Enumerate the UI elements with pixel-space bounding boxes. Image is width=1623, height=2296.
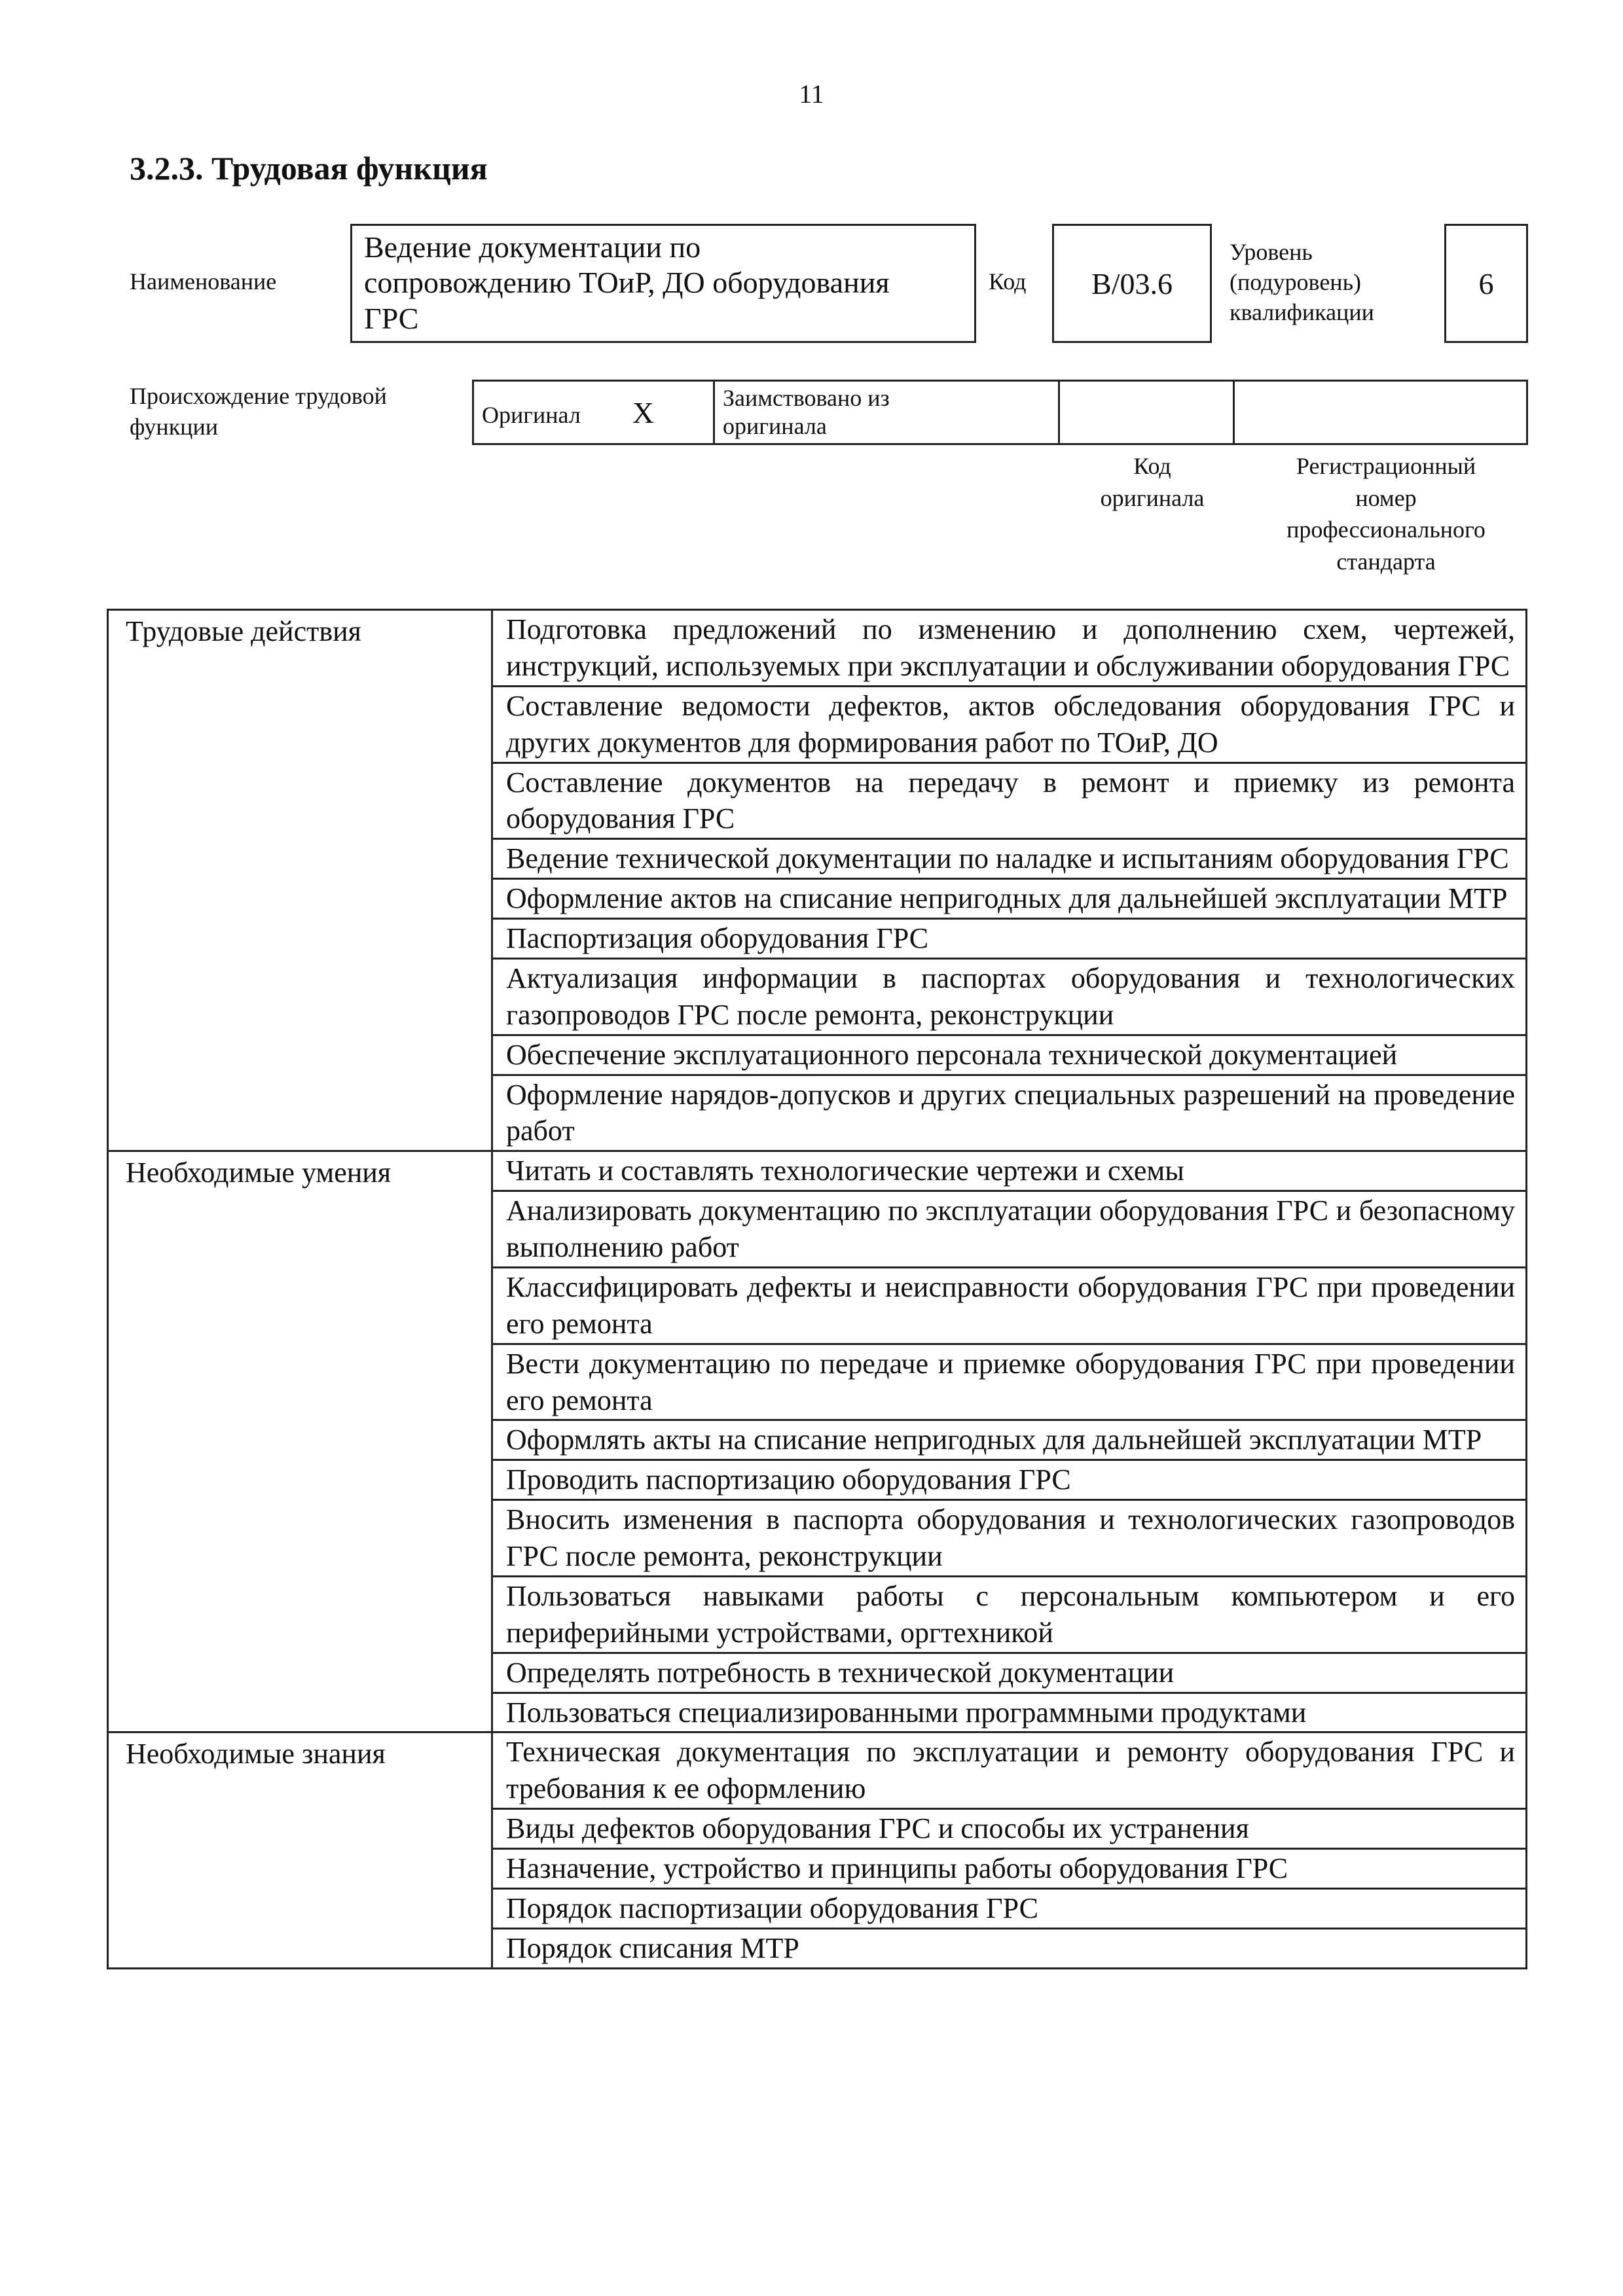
page-number: 11 (799, 79, 824, 109)
table-row (108, 610, 1527, 687)
skill-item: Оформлять акты на списание непригодных для дальнейшей эксплуатации МТР (492, 1420, 1527, 1460)
registration-caption-line: стандарта (1336, 548, 1436, 575)
original-mark: X (632, 395, 655, 429)
skill-item: Вносить изменения в паспорта оборудования и технологических газопроводов ГРС после ремонта, реконструкции (492, 1500, 1527, 1577)
function-name-line: сопровождению ТОиР, ДО оборудования (364, 266, 890, 300)
labor-action-item: Паспортизация оборудования ГРС (492, 919, 1527, 959)
knowledge-item: Порядок списания МТР (492, 1928, 1527, 1968)
labor-action-item: Оформление актов на списание непригодных для дальнейшей эксплуатации МТР (492, 879, 1527, 919)
code-label: Код (989, 268, 1027, 295)
table-row (108, 1732, 1527, 1809)
code-caption-line: оригинала (1100, 484, 1205, 511)
borrowed-label-line: Заимствовано из (723, 384, 890, 411)
labor-action-item: Актуализация информации в паспортах оборудования и технологических газопроводов ГРС после ремонта, реконструкции (492, 958, 1527, 1035)
labor-action-item: Оформление нарядов-допусков и других специальных разрешений на проведение работ (492, 1075, 1527, 1151)
origin-label-line: функции (130, 413, 218, 440)
function-name-line: ГРС (364, 301, 419, 335)
table-row (108, 1151, 1527, 1191)
code-box (1052, 224, 1212, 343)
knowledge-item: Назначение, устройство и принципы работы оборудования ГРС (492, 1849, 1527, 1889)
skill-item: Пользоваться специализированными программными продуктами (492, 1693, 1527, 1732)
knowledge-item: Порядок паспортизации оборудования ГРС (492, 1888, 1527, 1928)
registration-number-cell (1234, 381, 1527, 444)
level-label-line: квалификации (1230, 299, 1374, 326)
labor-action-item: Обеспечение эксплуатационного персонала технической документацией (492, 1035, 1527, 1075)
section-title: 3.2.3. Трудовая функция (130, 150, 488, 187)
category-skills: Необходимые умения (108, 1151, 492, 1732)
function-name-line: Ведение документации по (364, 230, 701, 264)
labor-function-table (107, 609, 1527, 1969)
registration-caption-line: номер (1355, 484, 1417, 511)
skill-item: Читать и составлять технологические чертежи и схемы (492, 1151, 1527, 1191)
knowledge-item: Техническая документация по эксплуатации и ремонту оборудования ГРС и требования к ее оформлению (492, 1732, 1527, 1809)
skill-item: Проводить паспортизацию оборудования ГРС (492, 1460, 1527, 1500)
category-knowledge: Необходимые знания (108, 1732, 492, 1968)
code-caption-line: Код (1133, 453, 1171, 479)
skill-item: Вести документацию по передаче и приемке оборудования ГРС при проведении его ремонта (492, 1344, 1527, 1420)
level-value: 6 (1478, 266, 1494, 300)
level-label-line: (подуровень) (1230, 269, 1361, 296)
original-code-cell (1059, 381, 1234, 444)
code-value: В/03.6 (1091, 266, 1173, 300)
labor-action-item: Подготовка предложений по изменению и дополнению схем, чертежей, инструкций, используемых при эксплуатации и обслуживании оборудования ГРС (492, 610, 1527, 687)
skill-item: Классифицировать дефекты и неисправности оборудования ГРС при проведении его ремонта (492, 1267, 1527, 1344)
labor-action-item: Составление ведомости дефектов, актов обследования оборудования ГРС и других документов для формирования работ по ТОиР, ДО (492, 686, 1527, 762)
origin-table (472, 380, 1528, 445)
skill-item: Определять потребность в технической документации (492, 1653, 1527, 1693)
original-cell (473, 381, 714, 444)
knowledge-item: Виды дефектов оборудования ГРС и способы их устранения (492, 1809, 1527, 1849)
origin-label-line: Происхождение трудовой (130, 383, 387, 409)
skill-item: Анализировать документацию по эксплуатации оборудования ГРС и безопасному выполнению работ (492, 1191, 1527, 1268)
registration-caption (1244, 450, 1528, 577)
function-name-box (350, 224, 976, 343)
borrowed-cell (714, 381, 1059, 444)
level-label-line: Уровень (1230, 239, 1313, 265)
code-caption (1061, 450, 1244, 514)
original-label: Оригинал (482, 401, 581, 428)
labor-action-item: Ведение технической документации по наладке и испытаниям оборудования ГРС (492, 839, 1527, 879)
level-box (1444, 224, 1528, 343)
category-labor-actions: Трудовые действия (108, 610, 492, 1151)
registration-caption-line: Регистрационный (1296, 453, 1476, 479)
labor-action-item: Составление документов на передачу в ремонт и приемку из ремонта оборудования ГРС (492, 762, 1527, 839)
registration-caption-line: профессионального (1286, 516, 1486, 543)
level-label (1230, 237, 1374, 327)
name-label: Наименование (130, 268, 277, 295)
borrowed-label-line: оригинала (723, 413, 827, 439)
origin-label (130, 381, 387, 442)
skill-item: Пользоваться навыками работы с персональным компьютером и его периферийными устройствами, оргтехникой (492, 1576, 1527, 1653)
